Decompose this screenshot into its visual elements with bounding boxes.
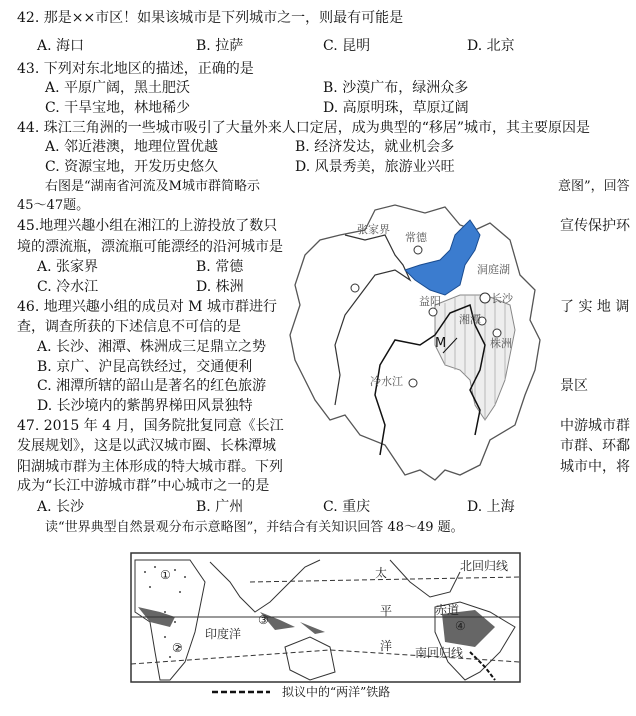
q45-option-b: B. 常德	[196, 259, 244, 275]
label-region-4: ④	[455, 619, 466, 633]
q47-option-a: A. 长沙	[37, 499, 85, 515]
label-changsha: 长沙	[491, 292, 513, 305]
label-region-2: ②	[172, 641, 183, 655]
q44-option-d: D. 风景秀美，旅游业兴旺	[295, 159, 455, 175]
label-xiangtan: 湘潭	[459, 313, 481, 326]
q45-stem-2: 境的漂流瓶，漂流瓶可能漂经的沿河城市是	[17, 239, 283, 255]
intro-48: 读“世界典型自然景观分布示意略图”，并结合有关知识回答 48～49 题。	[45, 520, 464, 535]
q45-option-a: A. 张家界	[37, 259, 99, 275]
intro-45-right: 意图”，回答	[558, 179, 630, 194]
railway-legend-symbol	[212, 685, 272, 699]
intro-45-line2: 45～47题。	[17, 198, 90, 213]
q45-option-d: D. 株洲	[196, 279, 244, 295]
q42-option-b: B. 拉萨	[196, 38, 244, 54]
q46-stem-2: 查，调查所获的下述信息不可信的是	[17, 319, 241, 335]
q44-option-a: A. 邻近港澳，地理位置优越	[45, 139, 219, 155]
label-tropic-cancer: 北回归线	[460, 559, 509, 573]
label-m: M	[435, 336, 447, 351]
q47-option-c: C. 重庆	[323, 499, 371, 515]
label-region-1: ①	[160, 568, 171, 582]
q46-stem-1: 46. 地理兴趣小组的成员对 M 城市群进行	[17, 299, 277, 315]
label-zhuzhou: 株洲	[490, 337, 512, 350]
label-yiyang: 益阳	[419, 295, 441, 308]
label-changde: 常德	[405, 231, 427, 244]
q46-option-b: B. 京广、沪昆高铁经过，交通便利	[37, 359, 253, 375]
q42-option-a: A. 海口	[37, 38, 85, 54]
q42-stem: 42. 那是××市区！如果该城市是下列城市之一，则最有可能是	[17, 10, 404, 26]
q46-stem-1-right: 了 实 地 调	[560, 299, 630, 315]
q43-stem: 43. 下列对东北地区的描述，正确的是	[17, 61, 254, 77]
q47-right-3: 城市中，将	[560, 459, 630, 475]
q47-line-1: 47. 2015 年 4 月，国务院批复同意《长江	[17, 418, 284, 434]
q43-option-a: A. 平原广阔，黑土肥沃	[45, 80, 191, 96]
q46-option-d: D. 长沙境内的紫鹊界梯田风景独特	[37, 398, 253, 414]
railway-legend-label: 拟议中的“两洋”铁路	[282, 685, 391, 699]
q47-line-3: 阳湖城市群为主体形成的特大城市群。下列	[17, 459, 283, 475]
q47-right-2: 市群、环鄱	[560, 438, 630, 454]
q44-option-b: B. 经济发达，就业机会多	[295, 139, 455, 155]
q47-line-2: 发展规划》，这是以武汉城市圈、长株潭城	[17, 438, 276, 454]
q47-right-1: 中游城市群	[560, 418, 630, 434]
q42-option-d: D. 北京	[467, 38, 515, 54]
q43-option-b: B. 沙漠广布，绿洲众多	[323, 80, 469, 96]
label-yang: 洋	[380, 639, 393, 653]
q45-stem-1-right: 宣传保护环	[560, 218, 630, 234]
q47-option-b: B. 广州	[196, 499, 244, 515]
label-indian-ocean: 印度洋	[205, 627, 242, 641]
label-region-3: ③	[258, 613, 269, 627]
q47-line-4: 成为“长江中游城市群”中心城市之一的是	[17, 478, 270, 494]
q44-stem: 44. 珠江三角洲的一些城市吸引了大量外来人口定居，成为典型的“移居”城市，其主要原因是	[17, 120, 591, 136]
label-equator: 赤道	[435, 603, 460, 617]
label-dongting-lake: 洞庭湖	[477, 263, 510, 276]
label-tropic-capricorn: 南回归线	[415, 646, 464, 660]
world-map	[130, 552, 522, 684]
q43-option-d: D. 高原明珠，草原辽阔	[323, 100, 469, 116]
label-ping: 平	[380, 604, 393, 618]
q44-option-c: C. 资源宝地，开发历史悠久	[45, 159, 219, 175]
label-zhangjiajie: 张家界	[357, 223, 390, 236]
q47-option-d: D. 上海	[467, 499, 515, 515]
q45-option-c: C. 冷水江	[37, 279, 99, 295]
q43-option-c: C. 干旱宝地，林地稀少	[45, 100, 191, 116]
q46-option-c: C. 湘潭所辖的韶山是著名的红色旅游	[37, 378, 267, 394]
q46-option-a: A. 长沙、湘潭、株洲成三足鼎立之势	[37, 339, 267, 355]
hunan-map	[285, 195, 555, 485]
intro-45-left: 右图是“湖南省河流及M城市群简略示	[45, 179, 260, 194]
q46-option-c-right: 景区	[560, 378, 588, 394]
label-lengshuijiang: 冷水江	[370, 375, 403, 388]
label-tai: 太	[375, 566, 388, 580]
q45-stem-1: 45.地理兴趣小组在湘江的上游投放了数只	[17, 218, 278, 234]
q42-option-c: C. 昆明	[323, 38, 371, 54]
